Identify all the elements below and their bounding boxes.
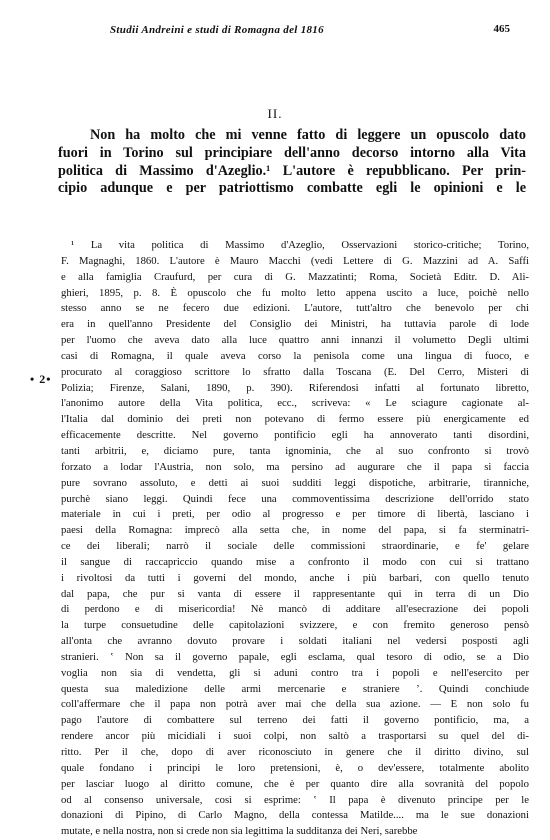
footnote-line: efficacemente descritte. Nel governo pontificio egli ha annoverato tanti disordini, — [61, 429, 529, 442]
main-text-line: Non ha molto che mi venne fatto di leggere un opuscolo dato — [90, 127, 526, 143]
footnote-line: donazioni di Pipino, di Carlo Magno, della contessa Matilde.... ma le sue donazioni — [61, 809, 529, 822]
footnote-line: per lasciar luogo al diritto comune, che è per quanto dire alla sovranità del popolo — [61, 777, 529, 790]
footnote-line: era in quell'anno Presidente del Consiglio dei Ministri, ha tuttavia parole di lode — [61, 318, 529, 331]
footnote-line: voglia non sia di vendetta, gli si aduni contro tra i popoli e nell'esercito per — [61, 666, 529, 679]
footnote-line: pure sovrano assoluto, e detti ai suoi sudditi leggi dispotiche, arbitrarie, tiranniche, — [61, 476, 529, 489]
footnote-line: tanti arbitrii, e, diciamo pure, tanta ignominia, che al suo confronto si trovò — [61, 444, 529, 457]
footnote-line: forzato a lodar l'Austria, non solo, ma persino ad augurare che il papa si faccia — [61, 460, 529, 473]
footnote-line: per l'uomo che aveva dato alla luce quattro anni innanzi il volumetto Degli ultimi — [61, 334, 529, 347]
footnote-line: purchè siano leggi. Quindi fece una commoventissima descrizione dell'orrido stato — [61, 492, 529, 505]
footnote-block — [61, 238, 529, 840]
footnote-line: all'onta che avranno dovuto provare i soldati italiani nel vedersi posposti agli — [61, 635, 529, 648]
footnote-line: ghieri, 1895, p. 8. È opuscolo che fu molto letto appena uscito a luce, poichè nello — [61, 286, 529, 299]
footnote-line: ¹ La vita politica di Massimo d'Azeglio, Osservazioni storico-critiche; Torino, — [71, 239, 529, 251]
footnote-line: od al consenso universale, così si esprime: ‛ Il papa è divenuto principe per le — [61, 793, 529, 806]
section-number: II. — [267, 106, 283, 121]
footnote-line: pago l'autore di combattere sul terreno dei fatti il governo pontificio, ma, a — [61, 714, 529, 727]
footnote-line: paesi della Romagna: imprecò alla setta che, in nome del papa, si fa sterminatri- — [61, 524, 529, 537]
footnote-line: questa sua maledizione delle armi mercenarie e straniere ’. Quindi conchiude — [61, 682, 529, 695]
margin-mark: • 2• — [30, 372, 52, 386]
main-text-line: politica di Massimo d'Azeglio.¹ L'autore è repubblicano. Per prin- — [58, 162, 526, 179]
footnote-line: Polizia; Firenze, Salani, 1890, p. 390). Riferendosi infatti al fortunato libretto, — [61, 381, 529, 394]
footnote-line: F. Magnaghi, 1860. L'autore è Mauro Macchi (vedi Lettere di G. Mazzini ad A. Saffi — [61, 254, 529, 267]
footnote-line: stesso anno se ne fecero due edizioni. L'autore, tutt'altro che benevolo per chi — [61, 302, 529, 315]
main-text-line: fuori in Torino sul principiare dell'anno decorso intorno alla Vita — [58, 144, 526, 161]
footnote-line: coll'affermare che il papa non potrà aver mai che della sua azione. — E non solo fu — [61, 698, 529, 711]
footnote-line: l'Italia dal dominio dei preti non potevano di fermo essere più energicamente ed — [61, 413, 529, 426]
footnote-line: casi di Romagna, il quale aveva corso la penisola come una lingua di fuoco, e — [61, 349, 529, 362]
footnote-line: rendere ancor più micidiali i suoi colpi, non saltò a trasportarsi su quel del di- — [61, 730, 529, 743]
footnote-line: ritto. Per il che, dopo di aver riconosciuto in genere che il diritto divino, sul — [61, 746, 529, 758]
main-text — [58, 127, 526, 198]
footnote-line: stranieri. ‛ Non sa il governo papale, egli esclama, qual tesoro di odio, se a Dio — [61, 650, 529, 663]
footnote-line: e alla famiglia Craufurd, per cura di G. Mazzatinti; Roma, Società Editr. D. Ali- — [61, 270, 529, 283]
footnote-line: dal papa, che pur si vanta di essere il rappresentante qui in terra di un Dio — [61, 587, 529, 600]
footnote-line: i rivoltosi da tutti i governi del mondo, anche i più barbari, con quello tenuto — [61, 571, 529, 584]
running-head: Studii Andreini e studi di Romagna del 1816 — [110, 24, 324, 36]
footnote-line: la turpe consuetudine delle capitolazioni svizzere, e con fremito generoso pensò — [61, 619, 529, 632]
footnote-line: mutate, e nella nostra, non si crede non sia legittima la sudditanza dei Neri, sarebbe — [61, 825, 418, 838]
main-text-line: cipio adunque e per patriottismo combatte egli le opinioni e le — [58, 180, 526, 197]
page-number: 465 — [493, 23, 510, 35]
footnote-line: il sangue di raccapriccio quando mise a confronto il modo con cui si trattano — [61, 555, 529, 568]
footnote-line: l'anonimo autore della Vita politica, ecc., scriveva: « Le sciagure cagionate al- — [61, 397, 529, 410]
footnote-line: ce dei liberali; narrò il sociale delle commissioni straordinarie, e fe' gelare — [61, 540, 529, 553]
footnote-line: di perdono e di misericordia! Nè mancò di additare all'esecrazione dei popoli — [61, 603, 529, 616]
footnote-line: materiale in cui i preti, per odio al progresso e per timore di libertà, lasciano i — [61, 508, 529, 521]
footnote-line: quale fondano i principi le loro pretensioni, è, o dev'essere, totalmente abolito — [61, 761, 529, 774]
footnote-line: procurato al coraggioso scrittore lo sfratto dalla Toscana (E. Del Cerro, Misteri di — [61, 365, 529, 378]
